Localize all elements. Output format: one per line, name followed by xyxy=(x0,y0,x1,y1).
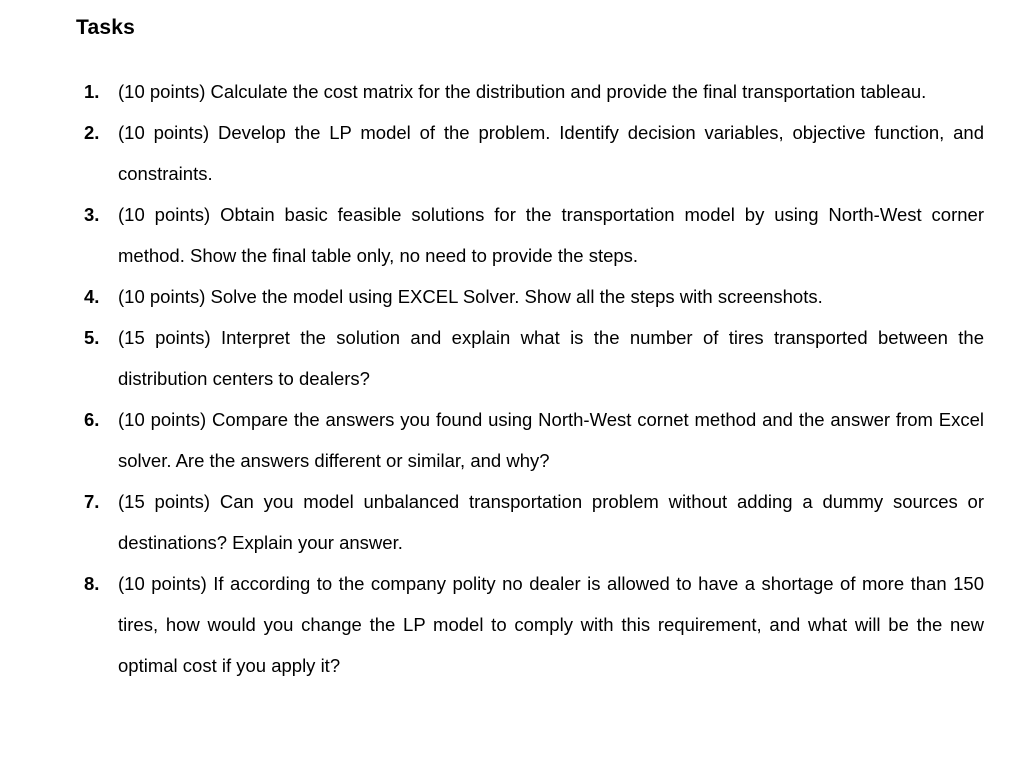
task-number: 4. xyxy=(84,286,100,307)
task-list xyxy=(0,71,1024,686)
task-number: 6. xyxy=(84,409,100,430)
task-number: 8. xyxy=(84,573,100,594)
task-text: (15 points) Can you model unbalanced transportation problem without adding a dummy sources or destinations? Explain your answer. xyxy=(118,491,984,553)
page-title: Tasks xyxy=(76,16,135,39)
task-number: 1. xyxy=(84,81,100,102)
task-text: (10 points) Obtain basic feasible solutions for the transportation model by using North-West corner method. Show the final table only, no need to provide the steps. xyxy=(118,204,984,266)
task-text: (10 points) Solve the model using EXCEL Solver. Show all the steps with screenshots. xyxy=(118,286,823,307)
task-text: (10 points) If according to the company polity no dealer is allowed to have a shortage of more than 150 tires, how would you change the LP model to comply with this requirement, and what will be the new optimal cost if you apply it? xyxy=(118,573,984,676)
task-item-8 xyxy=(0,563,1024,686)
task-item-1 xyxy=(0,71,1024,112)
task-number: 3. xyxy=(84,204,100,225)
task-item-5 xyxy=(0,317,1024,399)
task-text: (10 points) Calculate the cost matrix for the distribution and provide the final transportation tableau. xyxy=(118,81,927,102)
task-number: 5. xyxy=(84,327,100,348)
task-item-4 xyxy=(0,276,1024,317)
task-item-6 xyxy=(0,399,1024,481)
task-item-3 xyxy=(0,194,1024,276)
task-number: 2. xyxy=(84,122,100,143)
task-text: (15 points) Interpret the solution and explain what is the number of tires transported between the distribution centers to dealers? xyxy=(118,327,984,389)
task-text: (10 points) Develop the LP model of the problem. Identify decision variables, objective function, and constraints. xyxy=(118,122,984,184)
task-item-7 xyxy=(0,481,1024,563)
task-item-2 xyxy=(0,112,1024,194)
task-number: 7. xyxy=(84,491,100,512)
task-text: (10 points) Compare the answers you found using North-West cornet method and the answer from Excel solver. Are the answers different or similar, and why? xyxy=(118,409,984,471)
